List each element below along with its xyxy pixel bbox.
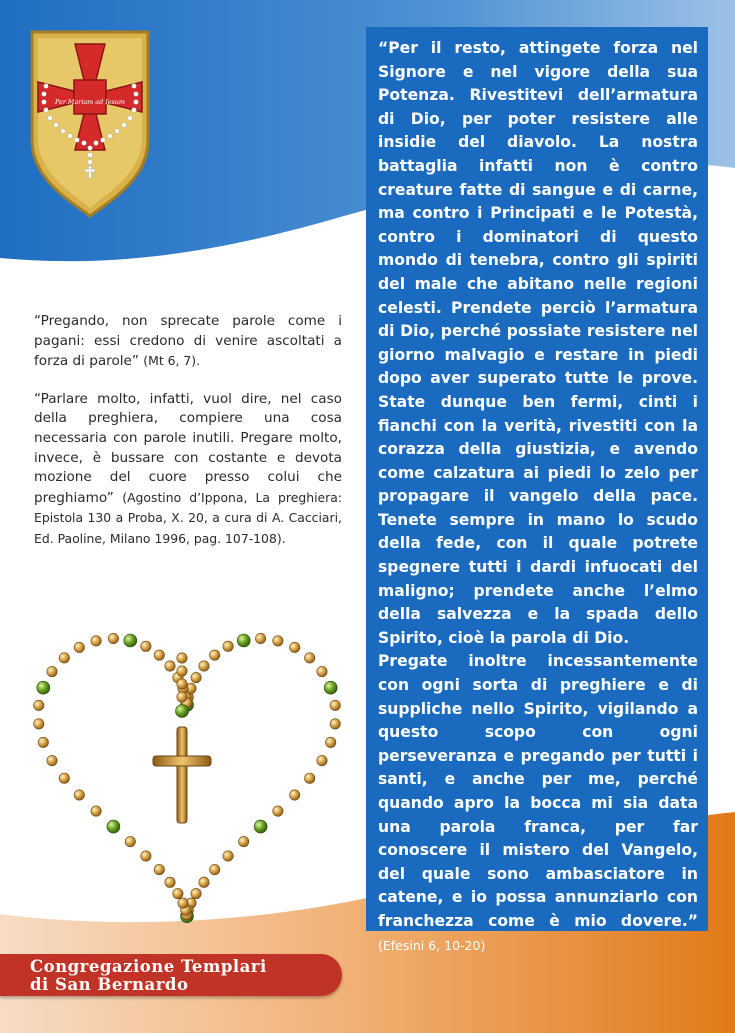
gold-bead <box>91 806 101 816</box>
gold-bead <box>38 737 48 747</box>
crucifix-icon <box>153 727 211 823</box>
gold-bead <box>273 806 283 816</box>
congregation-name-badge <box>0 954 342 996</box>
gold-bead <box>239 836 249 846</box>
gold-bead <box>108 633 118 643</box>
gold-bead <box>34 700 44 710</box>
gold-bead <box>199 877 209 887</box>
gold-bead <box>290 790 300 800</box>
gold-bead <box>59 653 69 663</box>
gold-bead <box>305 773 315 783</box>
green-bead <box>107 820 120 833</box>
gold-bead <box>177 666 187 676</box>
gold-bead <box>154 650 164 660</box>
gold-bead <box>317 755 327 765</box>
gold-bead <box>34 719 44 729</box>
gold-bead <box>165 661 175 671</box>
gold-bead <box>74 642 84 652</box>
gold-bead <box>290 642 300 652</box>
ephesians-scripture-box <box>366 27 708 953</box>
gold-bead <box>141 641 151 651</box>
gold-bead <box>273 636 283 646</box>
gold-bead <box>191 888 201 898</box>
green-bead <box>124 634 137 647</box>
templar-shield-logo <box>30 30 150 220</box>
gold-bead <box>330 700 340 710</box>
left-text-column <box>34 312 342 568</box>
heart-rosary-image <box>22 625 362 925</box>
gold-bead <box>74 790 84 800</box>
gold-bead <box>223 641 233 651</box>
gold-bead <box>199 661 209 671</box>
gold-bead <box>210 650 220 660</box>
gold-bead <box>125 836 135 846</box>
gold-bead <box>47 666 57 676</box>
gold-bead <box>177 679 187 689</box>
badge-line-2: di San Bernardo <box>30 975 189 994</box>
gold-bead <box>317 666 327 676</box>
scripture-paragraph-2: Pregate inoltre incessantemente con ogni sorta di preghiere e di suppliche nello Spirito, vigilando a questo scopo con ogni perseveranza e pregando per tutti i santi, e anche per me, perché quando apro la bocca mi sia data una parola franca, per far conoscere il mistero del Vangelo, del quale sono ambasciatore in catene, e io possa annunziarlo con franchezza come è mio dovere.” (Efesini 6, 10-20) <box>378 652 698 953</box>
gold-bead <box>177 653 187 663</box>
green-bead <box>254 820 267 833</box>
gold-bead <box>178 898 188 908</box>
green-bead <box>237 634 250 647</box>
gold-bead <box>91 636 101 646</box>
gold-bead <box>165 877 175 887</box>
gold-bead <box>177 692 187 702</box>
badge-line-1: Congregazione Templari <box>30 957 267 976</box>
gold-bead <box>141 851 151 861</box>
gold-bead <box>305 653 315 663</box>
scripture-citation: (Efesini 6, 10-20) <box>378 937 486 953</box>
gold-bead <box>326 737 336 747</box>
gold-bead <box>191 672 201 682</box>
green-bead <box>176 705 189 718</box>
scripture-paragraph-1: “Per il resto, attingete forza nel Signore e nel vigore della sua Potenza. Rivestitevi dell’armatura di Dio, per poter resistere alle insidie del diavolo. La nostra battaglia infatti non è contro creature fatte di sangue e di carne, ma contro i Principati e le Potestà, contro i dominatori di questo mondo di tenebra, contro gli spiriti del male che abitano nelle regioni celesti. Prendete perciò l’armatura di Dio, perché possiate resistere nel giorno malvagio e restare in piedi dopo aver superato tutte le prove. State dunque ben fermi, cinti i fianchi con la verità, rivestiti con la corazza della giustizia, e avendo come calzatura ai piedi lo zelo per propagare il vangelo della pace. Tenete sempre in mano lo scudo della fede, con il quale potrete spegnere tutti i dardi infuocati del maligno; prendete anche l’elmo della salvezza e la spada dello Spirito, cioè la parola di Dio. <box>378 39 698 647</box>
matthew-quote: “Pregando, non sprecate parole come i pagani: essi credono di venire ascoltati a forza di parole” (Mt 6, 7). <box>34 313 342 370</box>
gold-bead <box>154 864 164 874</box>
gold-bead <box>255 633 265 643</box>
green-bead <box>324 681 337 694</box>
shield-motto: Per Mariam ad Iesum <box>55 98 125 106</box>
gold-bead <box>59 773 69 783</box>
gold-bead <box>210 864 220 874</box>
gold-bead <box>330 719 340 729</box>
green-bead <box>37 681 50 694</box>
gold-bead <box>173 888 183 898</box>
gold-bead <box>223 851 233 861</box>
augustine-quote: “Parlare molto, infatti, vuol dire, nel caso della preghiera, compiere una cosa necessaria con parole inutili. Pregare molto, invece, è bussare con costante e devota mozione del cuore presso colui che preghiamo” (Agostino d’Ippona, La preghiera: Epistola 130 a Proba, X. 20, a cura di A. Cacciari, Ed. Paoline, Milano 1996, pag. 107-108). <box>34 390 343 546</box>
gold-bead <box>47 755 57 765</box>
